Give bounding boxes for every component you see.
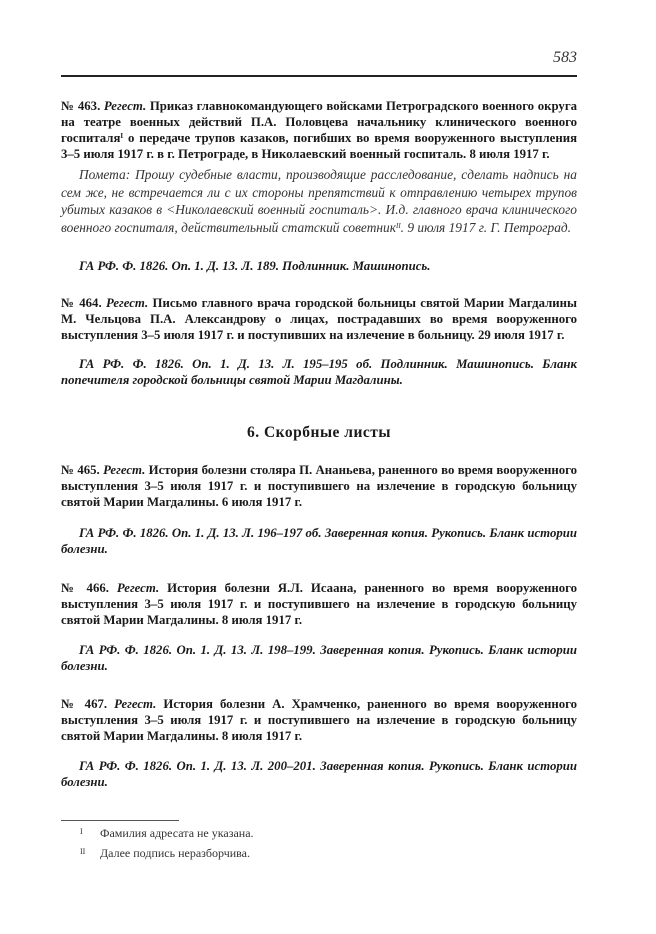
regest-label: Регест.: [105, 296, 149, 310]
doc-466-source: ГА РФ. Ф. 1826. Оп. 1. Д. 13. Л. 198–199. Заверенная копия. Рукопись. Бланк истории болезни.: [61, 643, 577, 673]
doc-464-regest: [61, 295, 577, 343]
regest-label: Регест.: [116, 581, 160, 595]
footnote-text: Далее подпись неразборчива.: [100, 846, 250, 860]
note-text-cont: . 9 июля 1917 г. Г. Петроград.: [400, 219, 572, 235]
doc-number: № 463.: [61, 99, 101, 113]
doc-467-source: ГА РФ. Ф. 1826. Оп. 1. Д. 13. Л. 200–201. Заверенная копия. Рукопись. Бланк истории болезни.: [61, 759, 577, 789]
section-heading: 6. Скорбные листы: [246, 424, 392, 441]
regest-text-cont: о передаче трупов казаков, погибших во время вооруженного выступления 3–5 июля 1917 г. в г. Петрограде, в Николаевский военный госпиталь. 8 июля 1917 г.: [61, 131, 577, 161]
doc-number: № 464.: [61, 296, 102, 310]
regest-text: История болезни Я.Л. Исаана, раненного во время вооруженного выступления 3–5 июля 1917 г. и поступившего на излечение в городскую больницу святой Марии Магдалины. 8 июля 1917 г.: [61, 581, 578, 627]
regest-label: Регест.: [103, 463, 146, 477]
page-number: 583: [553, 49, 577, 66]
doc-464-source: ГА РФ. Ф. 1826. Оп. 1. Д. 13. Л. 195–195 об. Подлинник. Машинопись. Бланк попечителя городской больницы святой Марии Магдалины.: [61, 357, 577, 387]
doc-number: № 467.: [61, 697, 108, 711]
regest-text: Приказ главнокомандующего войсками Петроградского военного округа на театре военных действий П.А. Половцева начальнику клинического военного госпиталя: [61, 99, 578, 145]
footnote-2: [80, 846, 560, 861]
footnote-1: [80, 826, 560, 841]
footnote-mark: II: [395, 221, 401, 230]
regest-text: Письмо главного врача городской больницы святой Марии Магдалины М. Чельцова П.А. Александрову о лицах, пострадавших во время вооруженного выступления 3–5 июля 1917 г. и поступивших на излечение в больницу. 29 июля 1917 г.: [61, 296, 578, 342]
doc-463-note: [61, 166, 577, 236]
regest-text: История болезни А. Храмченко, раненного во время вооруженного выступления 3–5 июля 1917 г. и поступившего на излечение в городскую больницу святой Марии Магдалины. 8 июля 1917 г.: [61, 697, 578, 743]
doc-467-regest: [61, 696, 577, 744]
footnote-mark: I: [80, 827, 83, 836]
regest-label: Регест.: [114, 697, 157, 711]
footnote-mark: II: [80, 847, 86, 856]
doc-465-source: ГА РФ. Ф. 1826. Оп. 1. Д. 13. Л. 196–197 об. Заверенная копия. Рукопись. Бланк истории болезни.: [61, 526, 577, 556]
header-rule: [61, 75, 577, 77]
doc-463-source: ГА РФ. Ф. 1826. Оп. 1. Д. 13. Л. 189. Подлинник. Машинопись.: [79, 259, 431, 273]
footnote-rule: [61, 820, 179, 821]
footnote-text: Фамилия адресата не указана.: [100, 826, 254, 840]
regest-label: Регест.: [103, 99, 147, 113]
doc-number: № 465.: [61, 463, 100, 477]
doc-463-regest: [61, 98, 577, 162]
note-text: Помета: Прошу судебные власти, производящие расследование, сделать надпись на сем же, не встречается ли с их стороны препятствий к отправлению четырех трупов убитых казаков в <Николаевский военный госпиталь>. И.д. главного врача клинического военного госпиталя, действительный статский советник: [61, 167, 577, 235]
doc-465-regest: [61, 462, 577, 510]
footnote-mark: I: [120, 132, 124, 140]
doc-466-regest: [61, 580, 577, 628]
regest-text: История болезни столяра П. Ананьева, раненного во время вооруженного выступления 3–5 июля 1917 г. и поступившего на излечение в городскую больницу святой Марии Магдалины. 6 июля 1917 г.: [61, 463, 578, 509]
doc-number: № 466.: [61, 581, 109, 595]
